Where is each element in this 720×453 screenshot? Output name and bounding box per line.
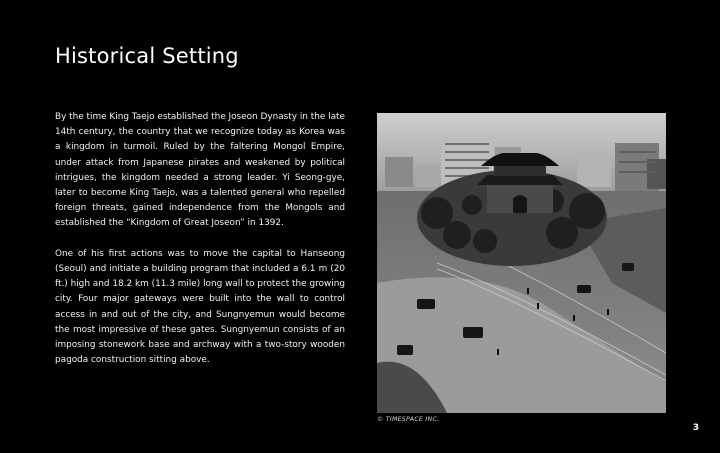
slide-title: Historical Setting [55,44,239,68]
body-text [55,110,345,368]
gate-lower-roof [477,175,563,185]
historical-photo-sungnyemun [377,113,666,413]
gate-archway [513,195,527,213]
paragraph-1: By the time King Taejo established the Joseon Dynasty in the late 14th century, the country that we recognize today as Korea was a kingdom in turmoil. Ruled by the faltering Mongol Empire, under attack from Japanese pirates and weakened by political intrigues, the kingdom needed a strong leader. Yi Seong-gye, later to become King Taejo, was a talented general who repelled foreign threats, gained independence from the Mongols and established the “Kingdom of Great Joseon” in 1392. [55,112,345,229]
paragraph-2: One of his first actions was to move the capital to Hanseong (Seoul) and initiate a building program that included a 6.1 m (20 ft.) high and 18.2 km (11.3 mile) long wall to protect the growing city. Four major gateways were built into the wall to control access in and out of the city, and Sungnyemun would become the most impressive of these gates. Sungnyemun consists of an imposing stonework base and archway with a two-story wooden pagoda construction sitting above. [55,248,345,366]
photo-illustration [377,113,666,413]
page-number: 3 [692,423,699,433]
gate-upper-wall [494,165,546,176]
photo-credit: © TIMESPACE INC. [377,416,440,423]
